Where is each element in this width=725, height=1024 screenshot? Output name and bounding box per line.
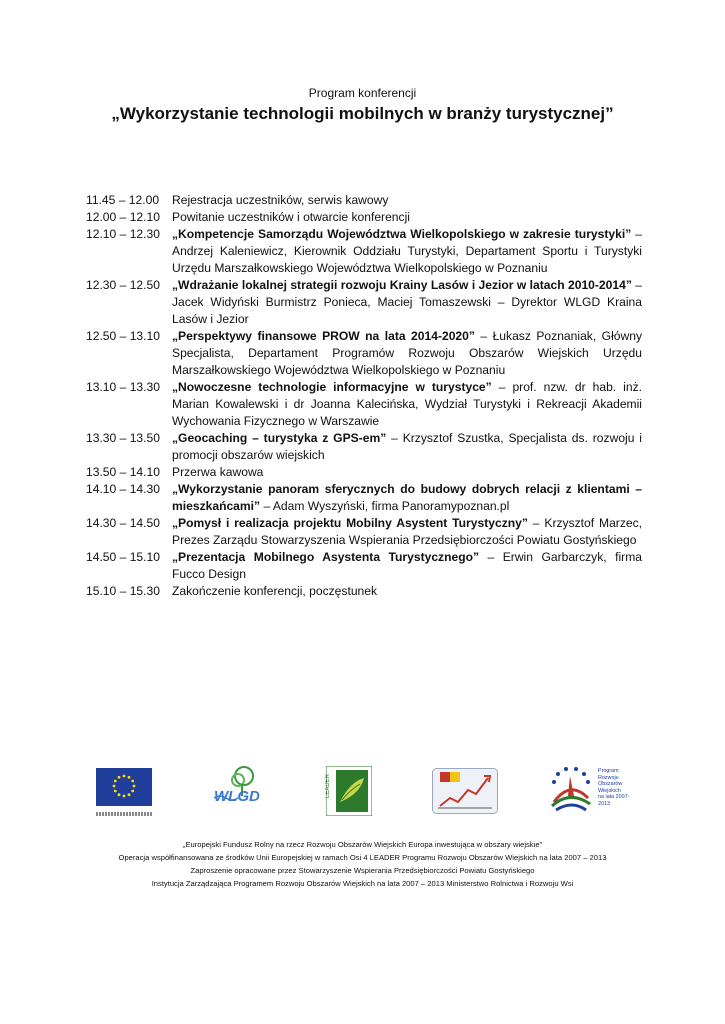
program-subtitle: Program konferencji [308, 86, 417, 100]
agenda-description [172, 515, 642, 549]
wlgd-logo [210, 764, 268, 823]
agenda-row [86, 583, 642, 600]
agenda-text: Powitanie uczestników i otwarcie konferencji [172, 210, 410, 224]
agenda-talk-title: „Wykorzystanie panoram sferycznych do budowy dobrych relacji z klientami – mieszkańcami” [172, 482, 642, 513]
agenda-time: 14.50 – 15.10 [86, 550, 160, 564]
agenda-talk-title: „Pomysł i realizacja projektu Mobilny Asystent Turystyczny” [172, 516, 528, 530]
prow-line-2: Rozwoju [598, 774, 619, 781]
footer-line: „Europejski Fundusz Rolny na rzecz Rozwoju Obszarów Wiejskich Europa inwestująca w obszary wiejskie” [182, 840, 543, 849]
agenda-time: 12.50 – 13.10 [86, 329, 160, 343]
agenda-description [172, 430, 642, 464]
prow-line-4: Wiejskich [598, 787, 621, 794]
agenda-time: 12.30 – 12.50 [86, 278, 160, 292]
leader-logo [326, 766, 372, 821]
agenda-list [86, 192, 642, 600]
agenda-row [86, 379, 642, 430]
conference-title: „Wykorzystanie technologii mobilnych w branży turystycznej” [111, 104, 614, 123]
prow-line-3: Obszarów [598, 781, 623, 788]
footer-line: Zaproszenie opracowane przez Stowarzyszenie Wspierania Przedsiębiorczości Powiatu Gostyńskiego [190, 866, 535, 875]
agenda-description [172, 481, 642, 515]
prow-logo [546, 762, 636, 818]
agenda-text: – Krzysztof Marzec, Prezes Zarządu Stowarzyszenia Wspierania Przedsiębiorczości Powiatu Gostyńskiego [172, 516, 642, 547]
agenda-description [172, 549, 642, 583]
wlgd-text: WLGD [214, 788, 260, 805]
prow-line-5: na lata 2007-2013 [598, 794, 630, 807]
agenda-talk-title: „Perspektywy finansowe PROW na lata 2014-2020” [172, 329, 475, 343]
agenda-text: – prof. nzw. dr hab. inż. Marian Kowalewski i dr Joanna Kalecińska, Wydział Turystyki i Rekreacji Akademii Wychowania Fizycznego w Warszawie [172, 380, 642, 428]
agenda-time: 13.30 – 13.50 [86, 431, 160, 445]
agenda-time: 11.45 – 12.00 [86, 193, 160, 207]
agenda-row [86, 430, 642, 464]
agenda-time: 15.10 – 15.30 [86, 584, 160, 598]
agenda-time: 14.30 – 14.50 [86, 516, 160, 530]
agenda-talk-title: „Wdrażanie lokalnej strategii rozwoju Krainy Lasów i Jezior w latach 2010-2014” [172, 278, 632, 292]
agenda-text: Rejestracja uczestników, serwis kawowy [172, 193, 389, 207]
agenda-row [86, 209, 642, 226]
agenda-text: Przerwa kawowa [172, 465, 264, 479]
agenda-description [172, 328, 642, 379]
agenda-row [86, 328, 642, 379]
agenda-description [172, 277, 642, 328]
agenda-talk-title: „Nowoczesne technologie informacyjne w turystyce” [172, 380, 492, 394]
agenda-time: 13.10 – 13.30 [86, 380, 160, 394]
footer-line: Operacja współfinansowana ze środków Unii Europejskiej w ramach Osi 4 LEADER Programu Rozwoju Obszarów Wiejskich na lata 2007 – 2013 [118, 853, 607, 862]
agenda-row [86, 549, 642, 583]
agenda-description [172, 209, 642, 226]
agenda-talk-title: „Prezentacja Mobilnego Asystenta Turystycznego” [172, 550, 480, 564]
agenda-text: – Adam Wyszyński, firma Panoramypoznan.pl [260, 499, 510, 513]
agenda-time: 13.50 – 14.10 [86, 465, 160, 479]
agenda-text: – Jacek Widyński Burmistrz Poniеca, Maciej Tomaszewski – Dyrektor WLGD Kraina Lasów i Jezior [172, 278, 642, 326]
sponsor-logos [0, 760, 725, 820]
eu-flag-logo [96, 768, 152, 816]
agenda-description [172, 379, 642, 430]
document-footer [0, 838, 725, 890]
agenda-row [86, 226, 642, 277]
agenda-text: Zakończenie konferencji, poczęstunek [172, 584, 378, 598]
agenda-row [86, 464, 642, 481]
agenda-row [86, 192, 642, 209]
leader-text: LEADER [325, 774, 331, 799]
agenda-description [172, 192, 642, 209]
agenda-time: 14.10 – 14.30 [86, 482, 160, 496]
agenda-description [172, 226, 642, 277]
footer-line: Instytucja Zarządzająca Programem Rozwoju Obszarów Wiejskich na lata 2007 – 2013 Ministerstwo Rolnictwa i Rozwoju Wsi [151, 879, 574, 888]
prow-line-1: Program [598, 768, 619, 774]
agenda-text: – Krzysztof Szustka, Specjalista ds. rozwoju i promocji obszarów wiejskich [172, 431, 642, 462]
agenda-row [86, 277, 642, 328]
agenda-talk-title: „Geocaching – turystyka z GPS-em” [172, 431, 387, 445]
document-header [0, 86, 725, 124]
agenda-text: – Andrzej Kaleniewicz, Kierownik Oddziału Turystyki, Departament Sportu i Turystyki Urzędu Marszałkowskiego Województwa Wielkopolskiego w Poznaniu [172, 227, 642, 275]
agenda-text: – Łukasz Poznaniak, Główny Specjalista, Departament Programów Rozwoju Obszarów Wiejskich Urzędu Marszałkowskiego Województwa Wielkopolskiego w Poznaniu [172, 329, 642, 377]
agenda-description [172, 583, 642, 600]
agenda-row [86, 481, 642, 515]
growth-chart-logo [432, 768, 498, 819]
agenda-talk-title: „Kompetencje Samorządu Województwa Wielkopolskiego w zakresie turystyki” [172, 227, 632, 241]
agenda-description [172, 464, 642, 481]
agenda-time: 12.00 – 12.10 [86, 210, 160, 224]
agenda-row [86, 515, 642, 549]
agenda-text: – Erwin Garbarczyk, firma Fucco Design [172, 550, 642, 581]
agenda-time: 12.10 – 12.30 [86, 227, 160, 241]
